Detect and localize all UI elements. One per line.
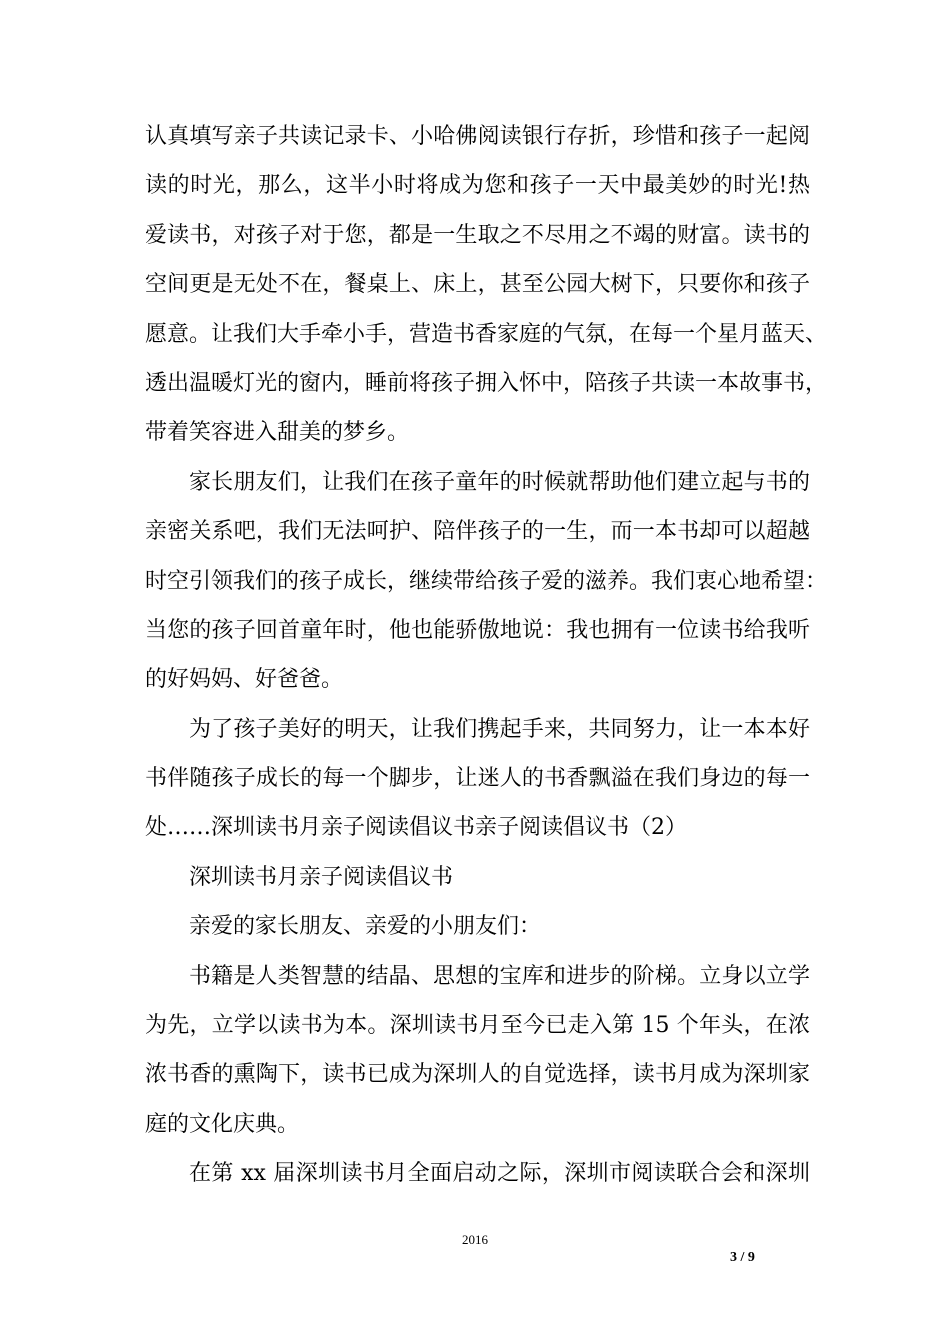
document-body — [145, 112, 828, 1199]
text-line: 为了孩子美好的明天，让我们携起手来，共同努力，让一本本好 — [189, 716, 810, 742]
text-line: 的好妈妈、好爸爸。 — [145, 667, 344, 693]
text-line: 读的时光，那么，这半小时将成为您和孩子一天中最美妙的时光!热 — [145, 173, 810, 199]
text-line: 书伴随孩子成长的每一个脚步，让迷人的书香飘溢在我们身边的每一 — [145, 766, 810, 792]
text-line: 亲密关系吧，我们无法呵护、陪伴孩子的一生，而一本书却可以超越 — [145, 519, 810, 545]
text-line: 带着笑容进入甜美的梦乡。 — [145, 420, 410, 446]
text-line: 在第 xx 届深圳读书月全面启动之际，深圳市阅读联合会和深圳 — [189, 1161, 810, 1187]
text-line: 浓书香的熏陶下，读书已成为深圳人的自觉选择，读书月成为深圳家 — [145, 1062, 810, 1088]
page-indicator: 3 / 9 — [730, 1250, 755, 1265]
text-line: 亲爱的家长朋友、亲爱的小朋友们： — [189, 914, 542, 940]
text-line: 透出温暖灯光的窗内，睡前将孩子拥入怀中，陪孩子共读一本故事书， — [145, 370, 828, 396]
text-line: 处……深圳读书月亲子阅读倡议书亲子阅读倡议书（2） — [145, 815, 687, 841]
text-line: 时空引领我们的孩子成长，继续带给孩子爱的滋养。我们衷心地希望： — [145, 568, 828, 594]
text-line: 爱读书，对孩子对于您，都是一生取之不尽用之不竭的财富。读书的 — [145, 222, 810, 248]
text-line: 认真填写亲子共读记录卡、小哈佛阅读银行存折，珍惜和孩子一起阅 — [145, 124, 810, 149]
text-line: 书籍是人类智慧的结晶、思想的宝库和进步的阶梯。立身以立学 — [189, 963, 810, 989]
text-line: 为先，立学以读书为本。深圳读书月至今已走入第 15 个年头，在浓 — [145, 1013, 810, 1039]
text-line: 深圳读书月亲子阅读倡议书 — [189, 864, 454, 890]
text-line: 愿意。让我们大手牵小手，营造书香家庭的气氛，在每一个星月蓝天、 — [145, 321, 828, 347]
text-line: 空间更是无处不在，餐桌上、床上，甚至公园大树下，只要你和孩子 — [145, 272, 810, 298]
text-line: 当您的孩子回首童年时，他也能骄傲地说：我也拥有一位读书给我听 — [145, 617, 810, 643]
text-line: 家长朋友们，让我们在孩子童年的时候就帮助他们建立起与书的 — [189, 469, 810, 495]
text-line: 庭的文化庆典。 — [145, 1111, 300, 1137]
footer-year: 2016 — [462, 1232, 488, 1247]
